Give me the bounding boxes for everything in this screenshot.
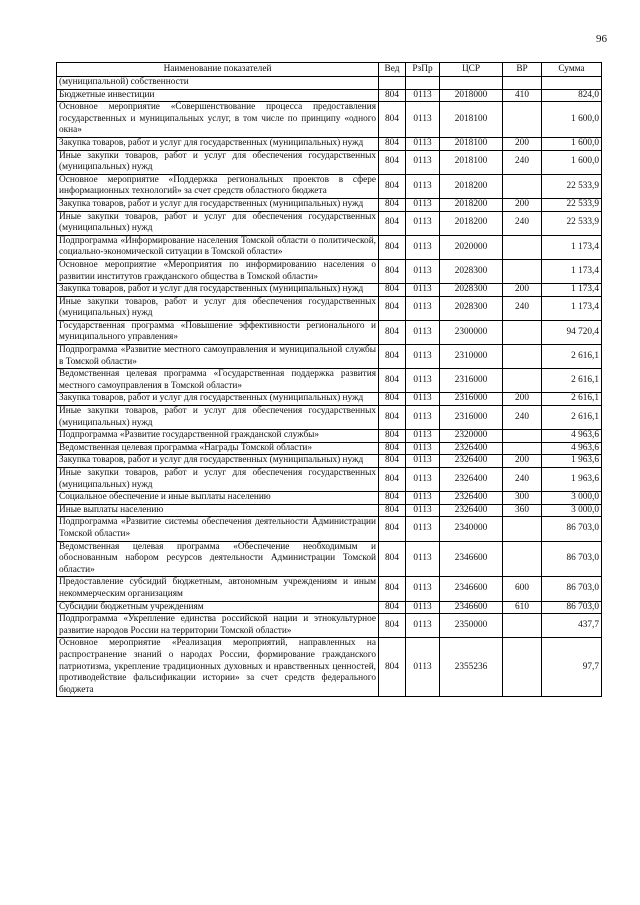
cell-vr: 200 [503, 137, 542, 150]
cell-ved: 804 [379, 406, 406, 430]
cell-vr [503, 174, 542, 198]
cell-rzpr: 0113 [406, 320, 440, 344]
cell-sum: 86 703,0 [542, 541, 602, 577]
cell-csr: 2316000 [440, 406, 503, 430]
table-row [57, 517, 602, 541]
cell-ved: 804 [379, 369, 406, 393]
cell-rzpr: 0113 [406, 430, 440, 443]
cell-vr [503, 369, 542, 393]
cell-vr: 610 [503, 601, 542, 614]
table-row [57, 211, 602, 235]
table-row [57, 541, 602, 577]
cell-sum: 2 616,1 [542, 393, 602, 406]
cell-name: Социальное обеспечение и иные выплаты населению [57, 492, 379, 505]
cell-sum: 437,7 [542, 614, 602, 638]
header-sum: Сумма [542, 63, 602, 77]
cell-rzpr: 0113 [406, 468, 440, 492]
cell-vr: 240 [503, 406, 542, 430]
cell-vr [503, 442, 542, 455]
cell-ved: 804 [379, 174, 406, 198]
cell-vr [503, 320, 542, 344]
cell-sum: 86 703,0 [542, 577, 602, 601]
table-row [57, 492, 602, 505]
cell-sum: 1 173,4 [542, 259, 602, 283]
cell-vr [503, 430, 542, 443]
cell-csr: 2326400 [440, 492, 503, 505]
cell-sum: 4 963,6 [542, 442, 602, 455]
cell-rzpr: 0113 [406, 541, 440, 577]
cell-vr [503, 259, 542, 283]
cell-sum: 824,0 [542, 89, 602, 102]
cell-sum [542, 77, 602, 90]
header-vr: ВР [503, 63, 542, 77]
cell-rzpr: 0113 [406, 259, 440, 283]
table-row [57, 442, 602, 455]
cell-name: Основное мероприятие «Поддержка региональных проектов в сфере информационных технологий» за счет средств областного бюджета [57, 174, 379, 198]
cell-rzpr: 0113 [406, 614, 440, 638]
cell-rzpr: 0113 [406, 89, 440, 102]
cell-vr [503, 345, 542, 369]
cell-name: Ведомственная целевая программа «Государственная поддержка развития местного самоуправления в Томской области» [57, 369, 379, 393]
cell-name: Иные выплаты населению [57, 504, 379, 517]
cell-ved: 804 [379, 541, 406, 577]
cell-ved: 804 [379, 198, 406, 211]
cell-csr: 2326400 [440, 455, 503, 468]
cell-name: Подпрограмма «Развитие системы обеспечения деятельности Администрации Томской области» [57, 517, 379, 541]
cell-rzpr: 0113 [406, 601, 440, 614]
cell-csr: 2018100 [440, 137, 503, 150]
cell-csr: 2326400 [440, 442, 503, 455]
cell-sum: 3 000,0 [542, 504, 602, 517]
cell-name: Субсидии бюджетным учреждениям [57, 601, 379, 614]
cell-rzpr: 0113 [406, 517, 440, 541]
cell-name: Закупка товаров, работ и услуг для государственных (муниципальных) нужд [57, 393, 379, 406]
cell-name: Предоставление субсидий бюджетным, автономным учреждениям и иным некоммерческим организациям [57, 577, 379, 601]
table-row [57, 504, 602, 517]
cell-csr: 2018200 [440, 174, 503, 198]
cell-rzpr: 0113 [406, 174, 440, 198]
cell-rzpr: 0113 [406, 102, 440, 138]
cell-ved: 804 [379, 504, 406, 517]
header-name: Наименование показателей [57, 63, 379, 77]
cell-rzpr: 0113 [406, 137, 440, 150]
table-row [57, 137, 602, 150]
cell-rzpr: 0113 [406, 504, 440, 517]
cell-ved: 804 [379, 345, 406, 369]
cell-ved: 804 [379, 235, 406, 259]
cell-rzpr: 0113 [406, 455, 440, 468]
cell-name: Подпрограмма «Информирование населения Томской области о политической, социально-экономической ситуации в Томской области» [57, 235, 379, 259]
cell-ved: 804 [379, 492, 406, 505]
cell-rzpr: 0113 [406, 393, 440, 406]
cell-sum: 2 616,1 [542, 406, 602, 430]
cell-sum: 1 600,0 [542, 102, 602, 138]
cell-vr: 600 [503, 577, 542, 601]
header-csr: ЦСР [440, 63, 503, 77]
cell-sum: 2 616,1 [542, 369, 602, 393]
budget-table [56, 62, 602, 697]
cell-sum: 1 600,0 [542, 137, 602, 150]
cell-ved: 804 [379, 393, 406, 406]
cell-name: Бюджетные инвестиции [57, 89, 379, 102]
cell-name: Основное мероприятие «Реализация мероприятий, направленных на распространение знаний о народах России, формирование гражданского патриотизма, укрепление традиционных духовных и нравственных ценностей, противодействие фальсификации истории» за счет средств федерального бюджета [57, 638, 379, 697]
cell-vr: 240 [503, 150, 542, 174]
cell-ved: 804 [379, 296, 406, 320]
cell-csr: 2018200 [440, 198, 503, 211]
cell-csr [440, 77, 503, 90]
cell-ved: 804 [379, 89, 406, 102]
table-row [57, 345, 602, 369]
cell-vr [503, 77, 542, 90]
cell-csr: 2320000 [440, 430, 503, 443]
cell-vr [503, 614, 542, 638]
cell-sum: 86 703,0 [542, 517, 602, 541]
table-row [57, 638, 602, 697]
cell-csr: 2340000 [440, 517, 503, 541]
cell-sum: 94 720,4 [542, 320, 602, 344]
cell-vr: 200 [503, 455, 542, 468]
cell-sum: 22 533,9 [542, 198, 602, 211]
cell-csr: 2020000 [440, 235, 503, 259]
cell-rzpr: 0113 [406, 211, 440, 235]
cell-csr: 2028300 [440, 296, 503, 320]
cell-name: Подпрограмма «Развитие государственной гражданской службы» [57, 430, 379, 443]
cell-csr: 2018100 [440, 150, 503, 174]
cell-name: Ведомственная целевая программа «Обеспечение необходимым и обоснованным набором ресурсов деятельности Администрации Томской области» [57, 541, 379, 577]
page-number: 96 [596, 33, 607, 45]
cell-csr: 2300000 [440, 320, 503, 344]
cell-rzpr: 0113 [406, 345, 440, 369]
table-row [57, 259, 602, 283]
cell-sum: 1 600,0 [542, 150, 602, 174]
cell-vr [503, 541, 542, 577]
cell-name: Закупка товаров, работ и услуг для государственных (муниципальных) нужд [57, 198, 379, 211]
cell-ved: 804 [379, 614, 406, 638]
table-row [57, 455, 602, 468]
cell-rzpr: 0113 [406, 638, 440, 697]
table-row [57, 102, 602, 138]
cell-sum: 4 963,6 [542, 430, 602, 443]
cell-vr: 300 [503, 492, 542, 505]
cell-sum: 22 533,9 [542, 174, 602, 198]
cell-rzpr: 0113 [406, 284, 440, 297]
cell-csr: 2326400 [440, 468, 503, 492]
cell-vr: 240 [503, 296, 542, 320]
cell-ved: 804 [379, 442, 406, 455]
cell-vr [503, 102, 542, 138]
cell-ved: 804 [379, 577, 406, 601]
cell-rzpr: 0113 [406, 369, 440, 393]
cell-name: Закупка товаров, работ и услуг для государственных (муниципальных) нужд [57, 455, 379, 468]
cell-rzpr: 0113 [406, 235, 440, 259]
cell-sum: 2 616,1 [542, 345, 602, 369]
cell-vr: 360 [503, 504, 542, 517]
cell-name: Подпрограмма «Развитие местного самоуправления и муниципальной службы в Томской области» [57, 345, 379, 369]
cell-name: Закупка товаров, работ и услуг для государственных (муниципальных) нужд [57, 137, 379, 150]
cell-vr: 240 [503, 468, 542, 492]
cell-csr: 2346600 [440, 577, 503, 601]
cell-sum: 86 703,0 [542, 601, 602, 614]
cell-csr: 2316000 [440, 393, 503, 406]
cell-sum: 1 173,4 [542, 284, 602, 297]
table-row [57, 430, 602, 443]
table-row [57, 320, 602, 344]
cell-vr: 410 [503, 89, 542, 102]
cell-ved: 804 [379, 102, 406, 138]
cell-csr: 2028300 [440, 259, 503, 283]
cell-csr: 2018200 [440, 211, 503, 235]
table-row [57, 150, 602, 174]
cell-rzpr: 0113 [406, 198, 440, 211]
cell-vr: 200 [503, 393, 542, 406]
cell-ved: 804 [379, 430, 406, 443]
cell-csr: 2018100 [440, 102, 503, 138]
table-row [57, 577, 602, 601]
cell-name: Ведомственная целевая программа «Награды Томской области» [57, 442, 379, 455]
table-row [57, 284, 602, 297]
cell-vr [503, 235, 542, 259]
cell-rzpr: 0113 [406, 442, 440, 455]
cell-sum: 1 963,6 [542, 455, 602, 468]
cell-name: Иные закупки товаров, работ и услуг для обеспечения государственных (муниципальных) нужд [57, 150, 379, 174]
cell-ved: 804 [379, 601, 406, 614]
table-row [57, 601, 602, 614]
cell-vr [503, 638, 542, 697]
cell-name: Государственная программа «Повышение эффективности регионального и муниципального управления» [57, 320, 379, 344]
table-row [57, 77, 602, 90]
cell-rzpr: 0113 [406, 296, 440, 320]
cell-name: Иные закупки товаров, работ и услуг для обеспечения государственных (муниципальных) нужд [57, 406, 379, 430]
cell-csr: 2346600 [440, 541, 503, 577]
table-body [57, 77, 602, 697]
cell-sum: 97,7 [542, 638, 602, 697]
cell-sum: 22 533,9 [542, 211, 602, 235]
cell-vr: 200 [503, 198, 542, 211]
cell-csr: 2326400 [440, 504, 503, 517]
table-row [57, 198, 602, 211]
cell-csr: 2018000 [440, 89, 503, 102]
cell-ved: 804 [379, 455, 406, 468]
table-row [57, 174, 602, 198]
cell-name: Основное мероприятие «Совершенствование процесса предоставления государственных и муниципальных услуг, в том числе по принципу «одного окна» [57, 102, 379, 138]
cell-vr: 200 [503, 284, 542, 297]
cell-ved: 804 [379, 284, 406, 297]
cell-rzpr: 0113 [406, 577, 440, 601]
cell-ved: 804 [379, 137, 406, 150]
cell-vr: 240 [503, 211, 542, 235]
header-rzpr: РзПр [406, 63, 440, 77]
header-row [57, 63, 602, 77]
cell-ved: 804 [379, 468, 406, 492]
cell-name: Закупка товаров, работ и услуг для государственных (муниципальных) нужд [57, 284, 379, 297]
cell-sum: 1 963,6 [542, 468, 602, 492]
cell-name: Подпрограмма «Укрепление единства российской нации и этнокультурное развитие народов России на территории Томской области» [57, 614, 379, 638]
cell-name: Иные закупки товаров, работ и услуг для обеспечения государственных (муниципальных) нужд [57, 211, 379, 235]
cell-sum: 1 173,4 [542, 296, 602, 320]
cell-ved: 804 [379, 638, 406, 697]
cell-name: Иные закупки товаров, работ и услуг для обеспечения государственных (муниципальных) нужд [57, 468, 379, 492]
cell-vr [503, 517, 542, 541]
cell-ved: 804 [379, 517, 406, 541]
cell-csr: 2028300 [440, 284, 503, 297]
cell-ved: 804 [379, 320, 406, 344]
cell-csr: 2316000 [440, 369, 503, 393]
cell-rzpr: 0113 [406, 492, 440, 505]
table-row [57, 468, 602, 492]
cell-name: (муниципальной) собственности [57, 77, 379, 90]
header-ved: Вед [379, 63, 406, 77]
cell-sum: 3 000,0 [542, 492, 602, 505]
table-row [57, 614, 602, 638]
table-header [57, 63, 602, 77]
cell-rzpr: 0113 [406, 406, 440, 430]
cell-csr: 2350000 [440, 614, 503, 638]
cell-csr: 2346600 [440, 601, 503, 614]
cell-ved: 804 [379, 150, 406, 174]
table-row [57, 369, 602, 393]
table-row [57, 296, 602, 320]
cell-sum: 1 173,4 [542, 235, 602, 259]
cell-name: Иные закупки товаров, работ и услуг для обеспечения государственных (муниципальных) нужд [57, 296, 379, 320]
cell-rzpr [406, 77, 440, 90]
cell-ved: 804 [379, 211, 406, 235]
cell-rzpr: 0113 [406, 150, 440, 174]
table-row [57, 393, 602, 406]
cell-csr: 2355236 [440, 638, 503, 697]
cell-csr: 2310000 [440, 345, 503, 369]
table-row [57, 89, 602, 102]
cell-name: Основное мероприятие «Мероприятия по информированию населения о развитии институтов гражданского общества в Томской области» [57, 259, 379, 283]
table-row [57, 406, 602, 430]
cell-ved [379, 77, 406, 90]
cell-ved: 804 [379, 259, 406, 283]
table-row [57, 235, 602, 259]
